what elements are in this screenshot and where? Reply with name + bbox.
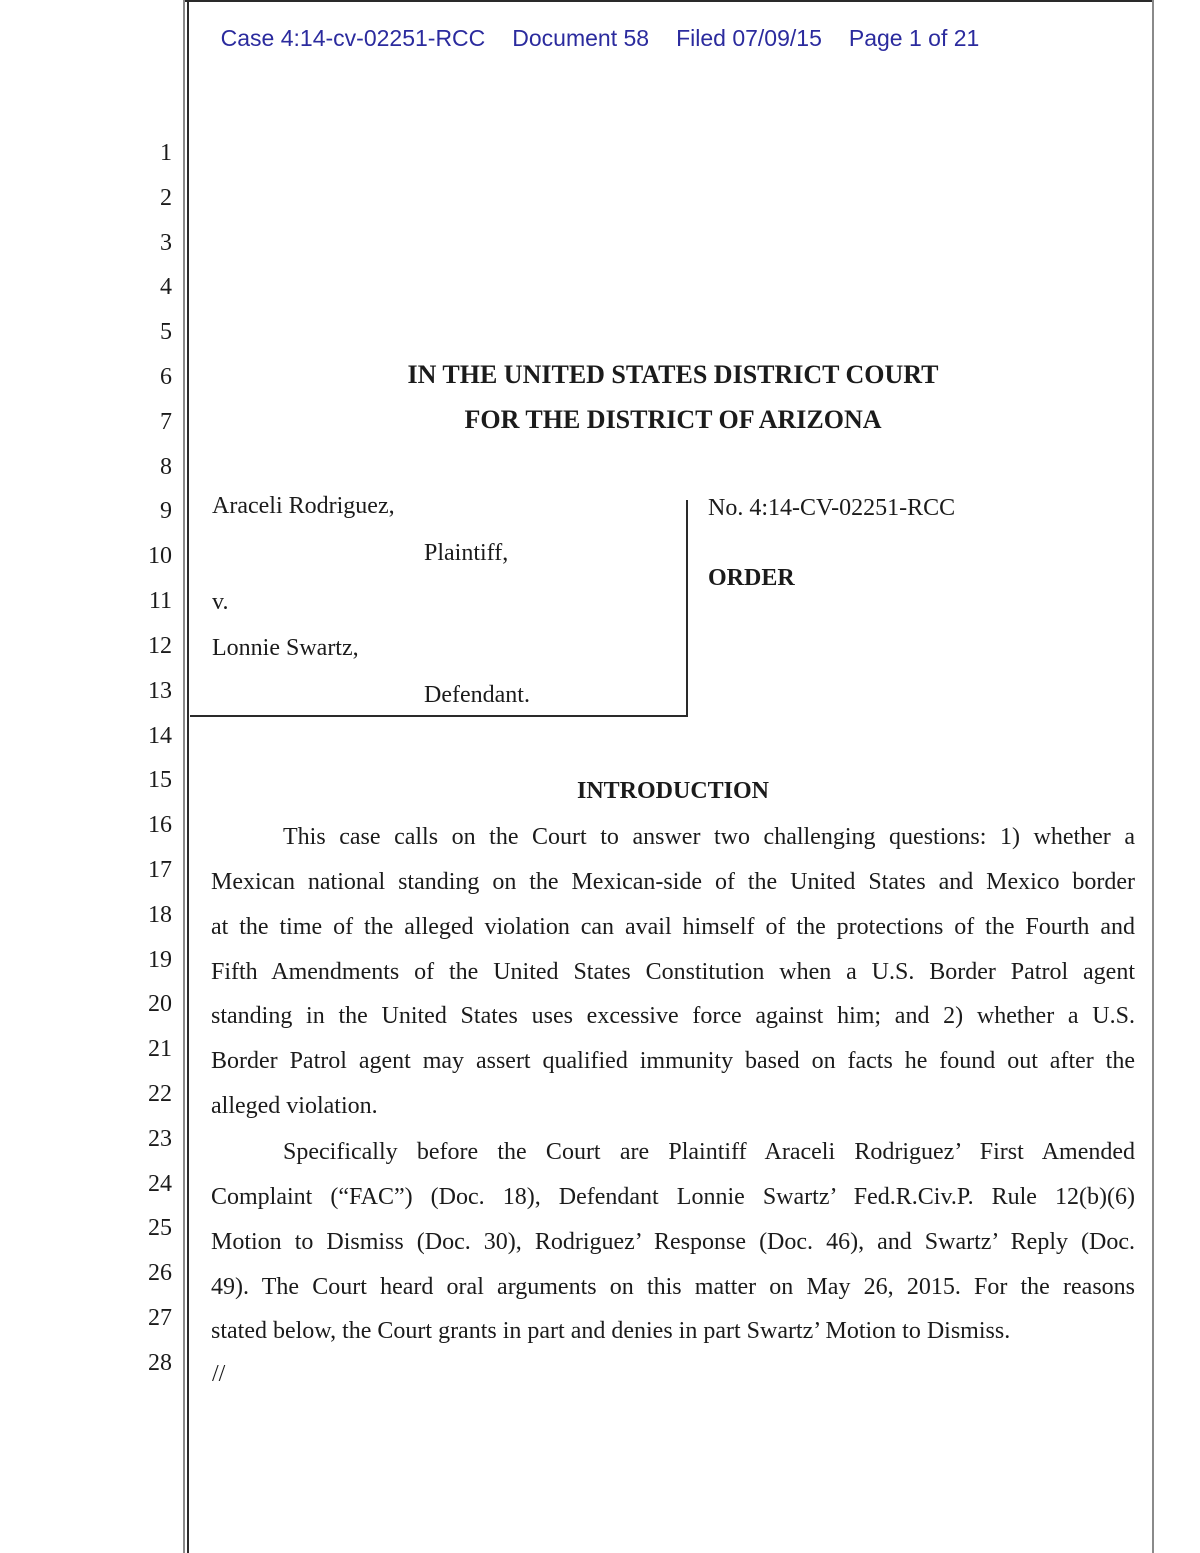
- line-number: 2: [160, 184, 172, 211]
- line-number: 8: [160, 453, 172, 480]
- line-number: 12: [148, 632, 172, 659]
- line-number: 14: [148, 722, 172, 749]
- body-text-line: Specifically before the Court are Plaintiff Araceli Rodriguez’ First Amended: [283, 1139, 1135, 1165]
- line-number: 25: [148, 1215, 172, 1242]
- line-number: 19: [148, 946, 172, 973]
- body-text-line: stated below, the Court grants in part and denies in part Swartz’ Motion to Dismiss.: [211, 1318, 1011, 1345]
- order-heading: ORDER: [708, 565, 795, 591]
- plaintiff-label: Plaintiff,: [424, 540, 509, 566]
- page-right-rule: [1152, 0, 1154, 1553]
- court-title-line2: FOR THE DISTRICT OF ARIZONA: [464, 405, 882, 434]
- body-paragraph-1: [211, 815, 1135, 1129]
- line-number: 7: [160, 408, 172, 435]
- line-number: 17: [148, 856, 172, 883]
- caption-box-divider-rule: [686, 500, 688, 716]
- body-text-line: Mexican national standing on the Mexican-side of the United States and Mexico border: [211, 868, 1135, 895]
- continuation-mark: //: [212, 1361, 226, 1387]
- case-number: No. 4:14-CV-02251-RCC: [708, 495, 956, 521]
- line-number: 20: [148, 991, 172, 1018]
- court-title: [211, 352, 1135, 442]
- left-double-rule-outer: [183, 0, 185, 1553]
- line-number: 4: [160, 274, 172, 301]
- page-top-rule: [183, 0, 1152, 2]
- line-number: 28: [148, 1349, 172, 1376]
- stamp-filed-date: Filed 07/09/15: [676, 25, 822, 51]
- caption-box-bottom-rule: [190, 715, 688, 717]
- line-number: 21: [148, 1036, 172, 1063]
- defendant-name: Lonnie Swartz,: [212, 635, 359, 661]
- line-number: 27: [148, 1305, 172, 1332]
- versus-mark: v.: [212, 589, 229, 615]
- line-number: 13: [148, 677, 172, 704]
- stamp-page-count: Page 1 of 21: [848, 25, 980, 51]
- body-text-line: alleged violation.: [211, 1093, 378, 1120]
- court-title-line1: IN THE UNITED STATES DISTRICT COURT: [407, 360, 939, 389]
- line-number: 5: [160, 319, 172, 346]
- body-paragraph-2: [211, 1130, 1135, 1354]
- defendant-label: Defendant.: [424, 682, 530, 708]
- line-number: 15: [148, 767, 172, 794]
- body-text-line: This case calls on the Court to answer two challenging questions: 1) whether a: [283, 824, 1135, 850]
- line-number: 9: [160, 498, 172, 525]
- introduction-heading: INTRODUCTION: [576, 778, 770, 804]
- line-number: 18: [148, 901, 172, 928]
- line-number: 1: [160, 140, 172, 166]
- body-text-line: Border Patrol agent may assert qualified immunity based on facts he found out after the: [211, 1048, 1135, 1075]
- pacer-filing-stamp: [0, 26, 1200, 51]
- left-double-rule-inner: [187, 0, 189, 1553]
- body-text-line: Complaint (“FAC”) (Doc. 18), Defendant Lonnie Swartz’ Fed.R.Civ.P. Rule 12(b)(6): [211, 1183, 1135, 1210]
- body-text-line: Motion to Dismiss (Doc. 30), Rodriguez’ Response (Doc. 46), and Swartz’ Reply (Doc.: [211, 1228, 1135, 1255]
- line-number: 23: [148, 1125, 172, 1152]
- plaintiff-name: Araceli Rodriguez,: [212, 493, 395, 519]
- line-number: 6: [160, 364, 172, 391]
- line-number: 10: [148, 543, 172, 570]
- line-number: 16: [148, 812, 172, 839]
- body-text-line: 49). The Court heard oral arguments on this matter on May 26, 2015. For the reasons: [211, 1273, 1135, 1300]
- line-number: 24: [148, 1170, 172, 1197]
- stamp-case-number: Case 4:14-cv-02251-RCC: [220, 25, 486, 51]
- line-number: 22: [148, 1081, 172, 1107]
- stamp-document-number: Document 58: [512, 25, 650, 51]
- body-text-line: Fifth Amendments of the United States Constitution when a U.S. Border Patrol agent: [211, 958, 1135, 985]
- body-text-line: at the time of the alleged violation can avail himself of the protections of the Fourth and: [211, 913, 1135, 940]
- body-text-line: standing in the United States uses excessive force against him; and 2) whether a U.S.: [211, 1003, 1135, 1030]
- line-number: 26: [148, 1260, 172, 1287]
- line-number: 11: [148, 588, 172, 615]
- line-number: 3: [160, 229, 172, 256]
